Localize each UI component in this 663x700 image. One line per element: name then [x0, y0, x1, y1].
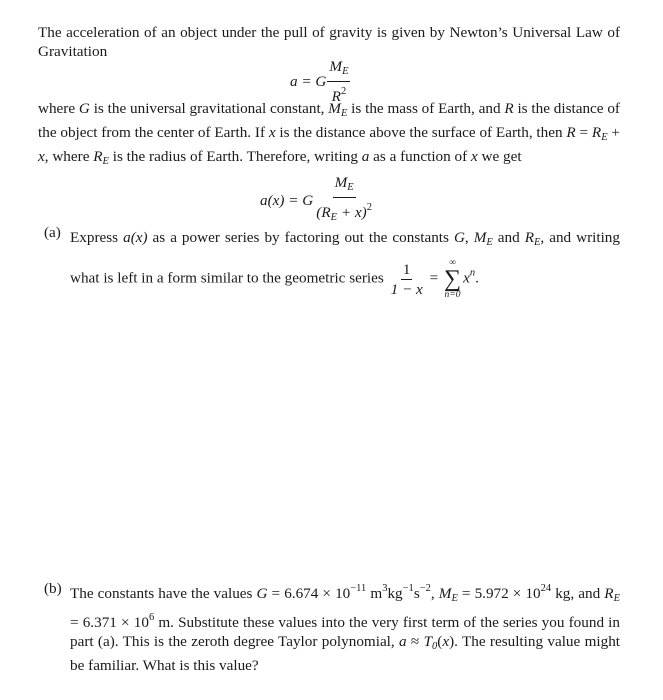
part-b-label: (b): [44, 580, 62, 597]
intro-line-1: The acceleration of an object under the pull of gravity is given by Newton’s Universal: [38, 24, 572, 41]
equation-gravitation: [290, 58, 351, 105]
part-a-label: (a): [44, 224, 61, 241]
eq1-numerator: $M_E$: [327, 58, 350, 82]
where-paragraph: where G is the universal gravitational constant, $M_E$ is the mass of Earth, and R is the distance of the object from the center of Earth. If x is the distance above the surface of Earth, then $R = R_E + x$, where $R_E$ is the radius of Earth. Therefore, writing a as a function of x we get: [38, 100, 620, 167]
eq1-lhs: a = G: [290, 73, 327, 90]
geometric-series-fraction: $\frac{1}{1 - x}$: [390, 260, 423, 298]
part-a: [44, 223, 620, 300]
eq2-fraction: [314, 174, 374, 226]
part-b-text: The constants have the values $G = 6.674 \times 10^{-11}$ $m^3kg^{-1}s^{-2}$, $M_E = 5.972 \times 10^{24}$ kg, and $R_E = 6.371 \times 10^6$ m. Substitute these values into the very first term of the series you found in part (a). This is the zeroth degree Taylor polynomial, $a \approx T_0(x)$. The resulting value might be familiar. What is this value?: [70, 583, 621, 674]
eq2-numerator: $M_E$: [333, 174, 356, 198]
equation-acceleration-function: [260, 174, 375, 226]
part-b: [44, 579, 620, 675]
eq2-denominator: $(R_E + x)^2$: [316, 202, 372, 223]
intro-line-2: Law of Gravitation: [38, 24, 621, 60]
eq1-denominator: $R^2$: [331, 86, 347, 105]
eq2-lhs: a(x) = G: [260, 191, 314, 209]
summation-symbol: ∞ ∑ n=0: [443, 258, 462, 300]
intro-paragraph: [38, 23, 620, 61]
eq1-fraction: [327, 58, 350, 105]
part-a-text: Express a(x) as a power series by factoring out the constants G, $M_E$ and $R_E$, and writing what is left in a form similar to the geometric series $\frac{1}{1 - x}$ = ∞ ∑ n=0 $x^n$.: [70, 229, 620, 300]
